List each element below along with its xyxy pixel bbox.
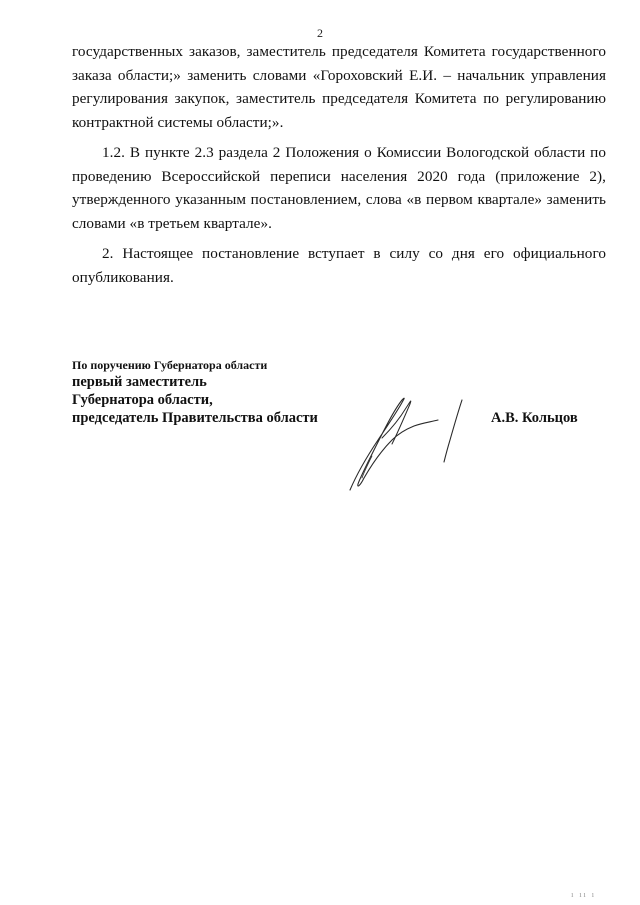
paragraph-2: 2. Настоящее постановление вступает в силу со дня его официального опубликования.: [72, 245, 606, 286]
signature-title-line-2: Губернатора области,: [72, 392, 213, 408]
signature-title-line-1: первый заместитель: [72, 374, 207, 390]
paragraph-continuation: государственных заказов, заместитель председателя Комитета государственного заказа области;» заменить словами «Гороховский Е.И. – начальник управления регулирования закупок, заместитель председателя Комитета по регулированию контрактной системы области;».: [72, 43, 606, 131]
handwritten-signature: [342, 378, 472, 498]
scan-footer-mark: ı ıı ı: [571, 890, 596, 899]
paragraph-1-2: 1.2. В пункте 2.3 раздела 2 Положения о Комиссии Вологодской области по проведению Всероссийской переписи населения 2020 года (приложение 2), утвержденного указанным постановлением, слова «в первом квартале» заменить словами «в третьем квартале».: [72, 144, 606, 232]
signature-block: [72, 358, 612, 488]
page-number: 2: [317, 26, 323, 40]
document-body: [72, 40, 606, 296]
signature-title-line-3: председатель Правительства области: [72, 410, 318, 426]
signatory-name: А.В. Кольцов: [491, 410, 578, 426]
signature-authority-line: По поручению Губернатора области: [72, 358, 268, 372]
